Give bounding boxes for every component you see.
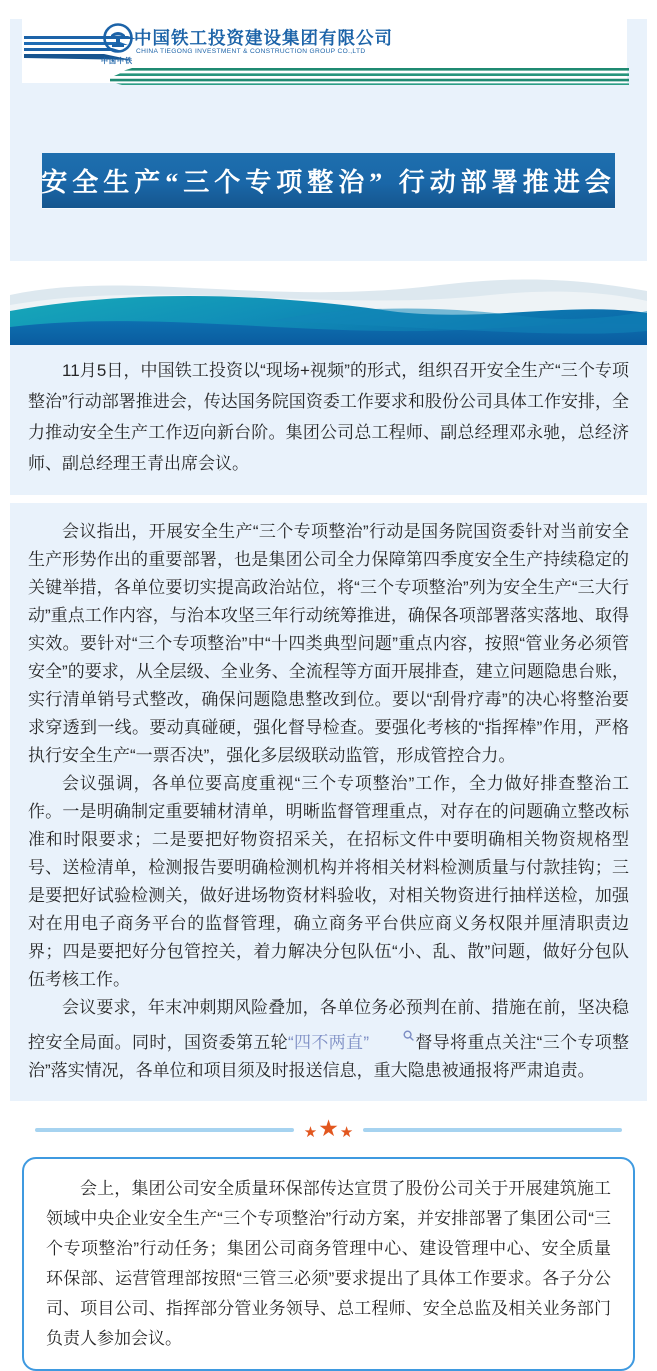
star-icon: ★ [303, 1123, 318, 1141]
star-divider [35, 1114, 622, 1143]
paragraph-text-before-link: 会议要求，年末冲刺期风险叠加，各单位务必预判在前、措施在前，坚决稳控安全局面。同时，国资委第五轮 [28, 998, 629, 1052]
waves-decoration [10, 261, 647, 345]
star-icon: ★ [339, 1123, 354, 1141]
divider-bar-left [35, 1128, 294, 1132]
company-logo-icon [102, 22, 134, 54]
star-icon: ★ [318, 1114, 339, 1141]
search-term-link[interactable]: “四不两直” [288, 1033, 369, 1052]
body-panel [10, 503, 647, 1101]
top-panel [10, 19, 647, 495]
summary-box [22, 1157, 635, 1371]
page-title: 安全生产“三个专项整治” 行动部署推进会 [41, 168, 616, 197]
intro-paragraph: 11月5日，中国铁工投资以“现场+视频”的形式，组织召开安全生产“三个专项整治”行动部署推进会，传达国务院国资委工作要求和股份公司具体工作安排，全力推动安全生产工作迈向新台阶。集团公司总工程师、副总经理邓永驰，总经济师、副总经理王青出席会议。 [28, 361, 629, 473]
search-icon[interactable] [369, 1022, 414, 1050]
company-name-zh: 中国铁工投资建设集团有限公司 [134, 28, 393, 48]
paragraph-meeting-pointed-out: 会议指出，开展安全生产“三个专项整治”行动是国务院国资委针对当前安全生产形势作出的重要部署，也是集团公司全力保障第四季度安全生产持续稳定的关键举措，各单位要切实提高政治站位，将“三个专项整治”列为安全生产“三大行动”重点工作内容，与治本攻坚三年行动统筹推进，确保各项部署落实落地、取得实效。要针对“三个专项整治”中“十四类典型问题”重点内容，按照“管业务必须管安全”的要求，从全层级、全业务、全流程等方面开展排查，建立问题隐患台账，实行清单销号式整改，确保问题隐患整改到位。要以“刮骨疗毒”的决心将整治要求穿透到一线。要动真碰硬，强化督导检查。要强化考核的“指挥棒”作用，严格执行安全生产“一票否决”，强化多层级联动监管，形成管控合力。 [28, 522, 629, 765]
paragraph-meeting-emphasized: 会议强调，各单位要高度重视“三个专项整治”工作，全力做好排查整治工作。一是明确制定重要辅材清单，明晰监督管理重点，对存在的问题确立整改标准和时限要求；二是要把好物资招采关，在招标文件中要明确相关物资规格型号、送检清单，检测报告要明确检测机构并将相关材料检测质量与付款挂钩；三是要把好试验检测关，做好进场物资材料验收，对相关物资进行抽样送检，加强对在用电子商务平台的监督管理，确立商务平台供应商义务权限并厘清职责边界；四是要把好分包管控关，着力解决分包队伍“小、乱、散”问题，做好分包队伍考核工作。 [28, 774, 629, 989]
paragraph-meeting-required [10, 994, 647, 1085]
summary-paragraph: 会上，集团公司安全质量环保部传达宣贯了股份公司关于开展建筑施工领域中央企业安全生产“三个专项整治”行动方案，并安排部署了集团公司“三个专项整治”行动任务；集团公司商务管理中心、建设管理中心、安全质量环保部、运营管理部按照“三管三必须”要求提出了具体工作要求。各子分公司、项目公司、指挥部分管业务领导、总工程师、安全总监及相关业务部门负责人参加会议。 [46, 1179, 611, 1348]
company-header [22, 19, 627, 83]
article-page [0, 19, 657, 1371]
three-stars-decoration [303, 1114, 354, 1142]
company-name-en: CHINA TIEGONG INVESTMENT & CONSTRUCTION GROUP CO.,LTD [136, 48, 366, 55]
title-banner [42, 153, 615, 208]
green-stripes-decoration [110, 68, 629, 86]
paragraph-text-after-link: 督导将重点关注“三个专项整治”落实情况，各单位和项目须及时报送信息，重大隐患被通报将严肃追责。 [28, 1033, 629, 1080]
divider-bar-right [363, 1128, 622, 1132]
logo-badge-text: 中国中铁 [101, 58, 133, 65]
